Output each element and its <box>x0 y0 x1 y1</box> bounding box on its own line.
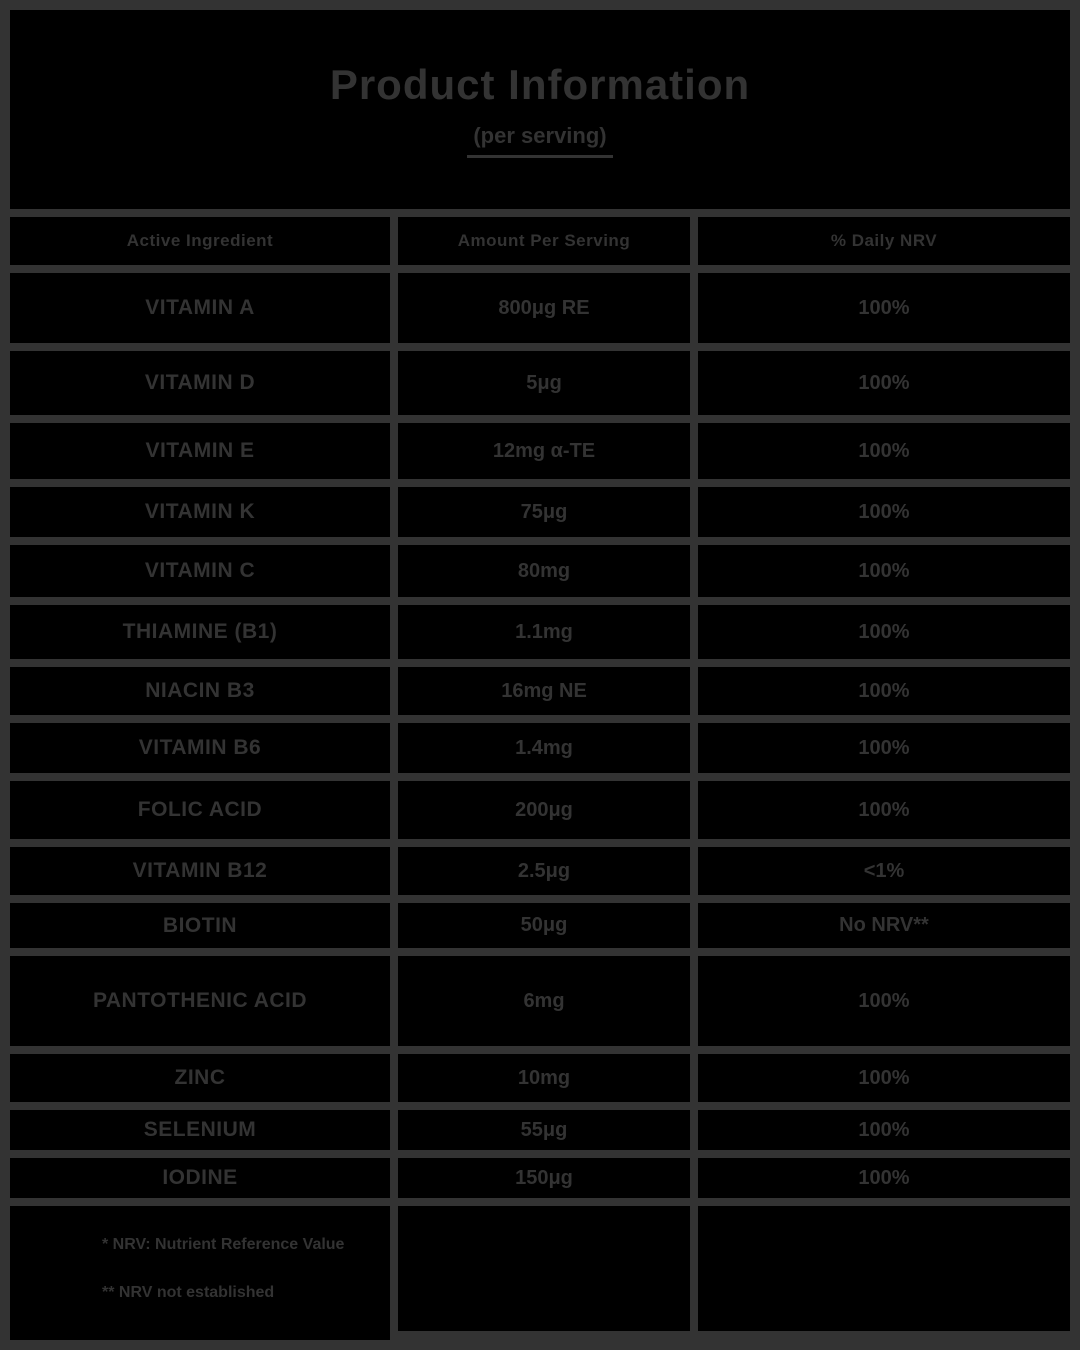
table-cell-text: 80mg <box>517 559 571 582</box>
table-cell-text: VITAMIN D <box>144 371 256 394</box>
table-cell <box>698 847 1070 895</box>
table-cell-text: VITAMIN B12 <box>132 859 268 882</box>
table-cell-text: 1.4mg <box>515 736 573 759</box>
table-cell <box>698 903 1070 948</box>
table-cell <box>398 723 690 773</box>
table-cell-text: VITAMIN E <box>145 439 255 462</box>
table-cell-text: 100% <box>858 1166 910 1189</box>
table-cell-text: 100% <box>858 736 910 759</box>
table-cell <box>698 545 1070 597</box>
footnote-nrv-not-established: ** NRV not established <box>102 1283 275 1301</box>
table-cell <box>10 273 390 343</box>
table-cell-text: 55μg <box>520 1118 568 1141</box>
table-cell-text: VITAMIN K <box>144 500 256 523</box>
table-cell <box>10 956 390 1046</box>
column-header: Active Ingredient <box>10 217 390 265</box>
table-cell-text: THIAMINE (B1) <box>122 620 278 643</box>
page-subtitle: (per serving) <box>467 123 612 158</box>
table-cell-text: 10mg <box>517 1066 571 1089</box>
table-cell-text: IODINE <box>162 1166 238 1189</box>
table-cell <box>698 273 1070 343</box>
table-cell-text: 100% <box>858 989 910 1012</box>
table-cell-text: 100% <box>858 798 910 821</box>
footer-empty-cell <box>398 1206 690 1331</box>
table-cell-text: 150μg <box>515 1166 573 1189</box>
table-cell <box>398 1110 690 1150</box>
table-cell-text: 12mg α-TE <box>492 439 596 462</box>
nutrition-table <box>10 209 1070 1350</box>
column-header: Amount Per Serving <box>398 217 690 265</box>
table-cell <box>398 847 690 895</box>
table-cell <box>10 781 390 839</box>
table-cell-text: 200μg <box>515 798 573 821</box>
table-cell <box>698 423 1070 479</box>
table-cell-text: <1% <box>863 859 905 882</box>
table-cell <box>10 667 390 715</box>
table-cell <box>10 605 390 659</box>
table-cell-text: NIACIN B3 <box>145 679 255 702</box>
table-cell-text: 75μg <box>520 500 568 523</box>
table-cell-text: ZINC <box>174 1066 226 1089</box>
table-cell-text: 100% <box>858 500 910 523</box>
footer-empty-cell <box>698 1206 1070 1331</box>
table-cell <box>398 1158 690 1198</box>
page-title: Product Information <box>329 61 751 108</box>
table-cell <box>398 273 690 343</box>
table-cell-text: VITAMIN C <box>144 559 256 582</box>
table-cell-text: 100% <box>858 439 910 462</box>
table-cell-text: 800μg RE <box>498 296 590 319</box>
table-cell <box>10 545 390 597</box>
table-cell <box>10 723 390 773</box>
table-cell-text: 2.5μg <box>517 859 571 882</box>
table-cell <box>10 351 390 415</box>
table-cell <box>10 487 390 537</box>
table-cell-text: BIOTIN <box>162 913 238 937</box>
table-cell-text: 100% <box>858 620 910 643</box>
table-cell <box>698 723 1070 773</box>
table-cell <box>698 667 1070 715</box>
table-cell-text: SELENIUM <box>143 1118 257 1141</box>
table-cell <box>698 956 1070 1046</box>
table-cell <box>398 956 690 1046</box>
table-cell-text: 1.1mg <box>515 620 573 643</box>
table-cell <box>10 423 390 479</box>
column-header: % Daily NRV <box>698 217 1070 265</box>
table-cell <box>398 423 690 479</box>
table-cell-text: FOLIC ACID <box>137 798 263 821</box>
table-cell <box>10 847 390 895</box>
table-cell-text: 100% <box>858 371 910 394</box>
table-cell <box>698 781 1070 839</box>
table-cell <box>398 903 690 948</box>
table-cell-text: No NRV** <box>839 914 929 936</box>
table-cell <box>10 1054 390 1102</box>
table-cell <box>698 351 1070 415</box>
table-cell <box>398 605 690 659</box>
table-cell <box>398 351 690 415</box>
footnote-nrv-definition: * NRV: Nutrient Reference Value <box>102 1236 345 1253</box>
table-cell <box>398 545 690 597</box>
table-cell-text: 16mg NE <box>501 679 587 702</box>
table-cell-text: 6mg <box>523 989 565 1012</box>
table-cell <box>10 1110 390 1150</box>
table-cell-text: VITAMIN A <box>145 296 255 319</box>
table-cell-text: 100% <box>858 1066 910 1089</box>
table-cell-text: 100% <box>858 296 910 319</box>
table-cell <box>698 487 1070 537</box>
table-cell <box>698 1054 1070 1102</box>
table-cell <box>698 1110 1070 1150</box>
table-cell-text: 100% <box>858 559 910 582</box>
table-cell-text: PANTOTHENIC ACID <box>92 989 308 1012</box>
table-cell <box>398 667 690 715</box>
table-cell-text: 100% <box>858 1118 910 1141</box>
table-cell <box>698 605 1070 659</box>
table-cell <box>398 781 690 839</box>
table-cell <box>10 1158 390 1198</box>
table-cell-text: VITAMIN B6 <box>138 736 262 759</box>
footnotes-cell <box>10 1206 390 1350</box>
table-cell-text: 100% <box>858 679 910 702</box>
table-cell <box>398 1054 690 1102</box>
table-cell <box>10 903 390 948</box>
table-cell <box>398 487 690 537</box>
table-cell <box>698 1158 1070 1198</box>
table-cell-text: 50μg <box>520 914 568 936</box>
title-block <box>10 10 1070 209</box>
table-cell-text: 5μg <box>526 371 562 394</box>
